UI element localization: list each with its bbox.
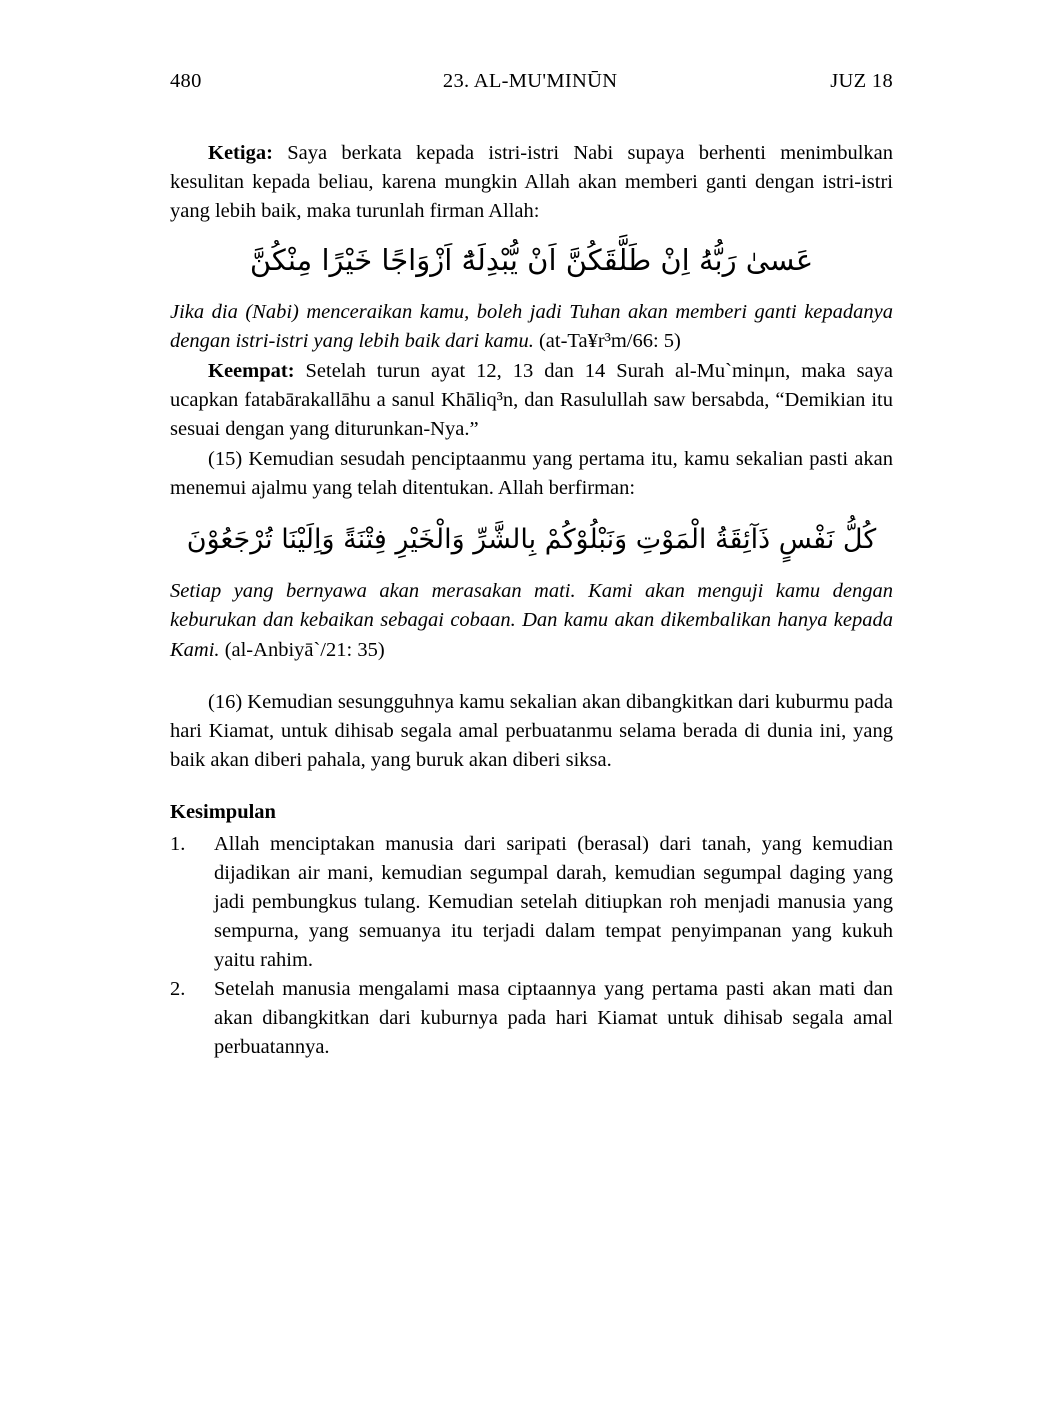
translation-al-anbiya bbox=[170, 577, 893, 664]
spacer-2 bbox=[170, 776, 893, 798]
paragraph-ketiga-text: Saya berkata kepada istri-istri Nabi supaya berhenti menimbulkan kesulitan kepada beliau, karena mungkin Allah akan memberi ganti dengan istri-istri yang lebih baik, maka turunlah firman Allah: bbox=[170, 142, 893, 223]
spacer bbox=[170, 666, 893, 688]
paragraph-ketiga-lead: Ketiga: bbox=[208, 142, 273, 164]
translation-at-tahrim-ref: (at-Ta¥r³m/66: 5) bbox=[533, 329, 681, 352]
list-item-text: Allah menciptakan manusia dari saripati (berasal) dari tanah, yang kemudian dijadikan air mani, kemudian segumpal darah, kemudian segumpal daging yang jadi pembungkus tulang. Kemudian setelah ditiupkan roh menjadi manusia yang sempurna, yang semuanya itu terjadi dalam tempat penyimpanan yang kukuh yaitu rahim. bbox=[214, 832, 893, 972]
arabic-verse-al-anbiya: كُلُّ نَفْسٍ ذَآئِقَةُ الْمَوْتِ وَنَبْلُوْكُمْ بِالشَّرِّ وَالْخَيْرِ فِتْنَةً وَاِلَيْنَا تُرْجَعُوْنَ bbox=[186, 524, 877, 556]
paragraph-ketiga bbox=[170, 139, 893, 226]
list-item-number: 1. bbox=[170, 832, 186, 855]
translation-al-anbiya-ref: (al-Anbiyā`/21: 35) bbox=[219, 638, 385, 661]
translation-al-anbiya-text: Setiap yang bernyawa akan merasakan mati. Kami akan menguji kamu dengan keburukan dan kebaikan sebagai cobaan. Dan kamu akan dikembalikan hanya kepada Kami. bbox=[170, 580, 893, 661]
paragraph-keempat-text: Setelah turun ayat 12, 13 dan 14 Surah al-Mu`minμn, maka saya ucapkan fatabārakallāhu a sanul Khāliq³n, dan Rasulullah saw bersabda, “Demikian itu sesuai dengan yang diturunkan-Nya.” bbox=[170, 359, 893, 441]
kesimpulan-list bbox=[170, 830, 893, 1063]
paragraph-keempat-lead: Keempat: bbox=[208, 359, 295, 382]
list-item-text: Setelah manusia mengalami masa ciptaannya yang pertama pasti akan mati dan akan dibangkitkan dari kuburnya pada hari Kiamat untuk dihisab segala amal perbuatannya. bbox=[214, 978, 893, 1059]
section-title-kesimpulan: Kesimpulan bbox=[170, 800, 276, 823]
translation-at-tahrim-text: Jika dia (Nabi) menceraikan kamu, boleh jadi Tuhan akan memberi ganti kepadanya dengan istri-istri yang lebih baik dari kamu. bbox=[170, 300, 893, 352]
page-number: 480 bbox=[170, 70, 202, 92]
list-item-number: 2. bbox=[170, 978, 186, 1001]
paragraph-15: (15) Kemudian sesudah penciptaanmu yang pertama itu, kamu sekalian pasti akan menemui ajalmu yang telah ditentukan. Allah berfirman: bbox=[170, 448, 893, 500]
surah-title: 23. AL-MU'MINŪN bbox=[442, 70, 618, 92]
running-head bbox=[170, 70, 893, 93]
juz-label: JUZ 18 bbox=[830, 70, 893, 92]
paragraph-keempat bbox=[170, 357, 893, 444]
list-item bbox=[170, 830, 893, 976]
arabic-verse-at-tahrim: عَسىٰ رَبُّهُٰ اِنْ طَلَّقَكُنَّ اَنْ يُّبْدِلَهُٓ اَزْوَاجًا خَيْرًا مِنْكُنَّ bbox=[249, 243, 814, 278]
translation-at-tahrim bbox=[170, 298, 893, 356]
paragraph-16: (16) Kemudian sesungguhnya kamu sekalian akan dibangkitkan dari kuburmu pada hari Kiamat, untuk dihisab segala amal perbuatanmu selama berada di dunia ini, yang baik akan diberi pahala, yang buruk akan diberi siksa. bbox=[170, 690, 893, 771]
list-item bbox=[170, 975, 893, 1062]
